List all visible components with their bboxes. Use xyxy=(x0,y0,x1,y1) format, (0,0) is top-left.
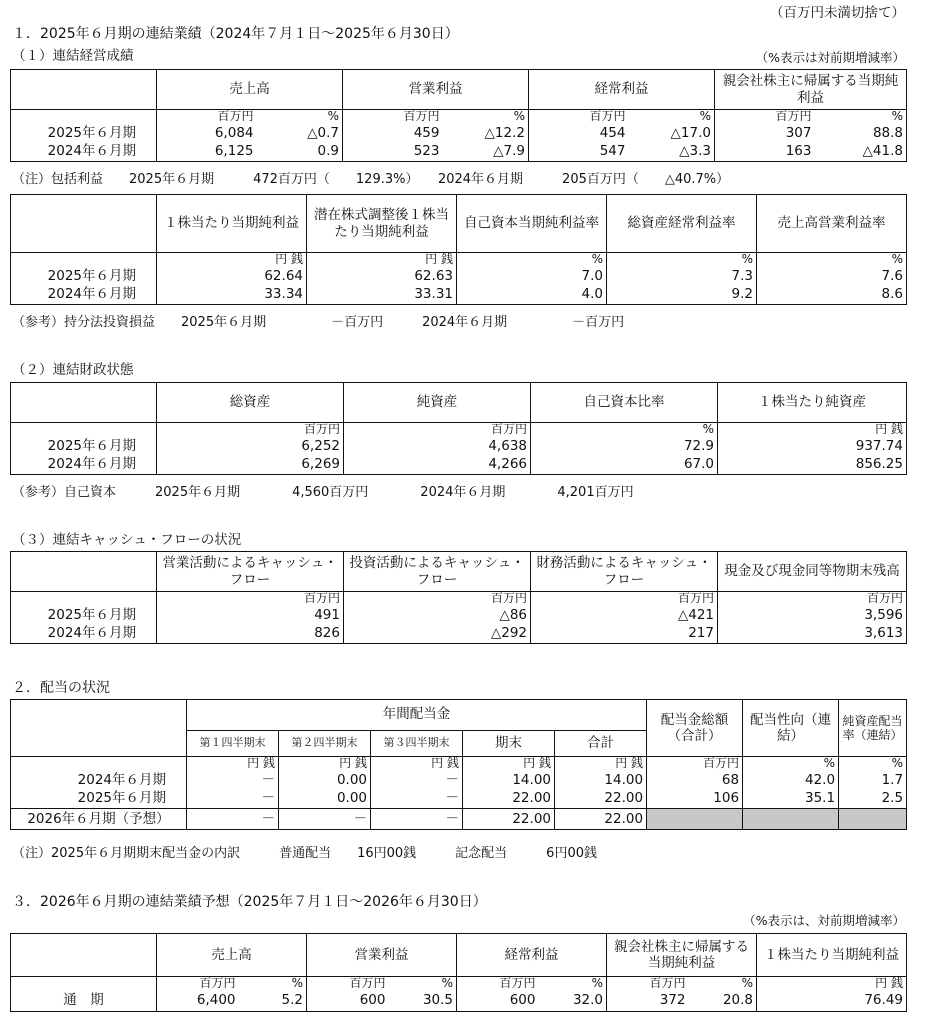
header-total-assets: 総資産 xyxy=(157,383,344,423)
value-cell: △7.9 xyxy=(443,143,529,162)
unit-cell: % xyxy=(743,757,839,771)
value-cell: 9.2 xyxy=(607,286,757,305)
unit-cell: % xyxy=(389,977,457,991)
header-sales: 売上高 xyxy=(157,934,307,977)
equity-method-note: （参考）持分法投資損益 2025年６月期 －百万円 2024年６月期 －百万円 xyxy=(12,315,625,330)
value-cell: 33.34 xyxy=(157,286,307,305)
unit-cell: 百万円 xyxy=(157,423,344,437)
value-cell: 4,266 xyxy=(344,456,531,475)
value-cell: 826 xyxy=(157,625,344,644)
value-cell: △41.8 xyxy=(815,143,907,162)
header-payout-ratio: 配当性向（連結） xyxy=(743,700,839,757)
sub1-title: （１）連結経営成績 xyxy=(12,48,134,64)
header-q3-end: 第３四半期末 xyxy=(371,731,463,757)
header-equity-ratio: 自己資本比率 xyxy=(531,383,718,423)
value-cell: 1.7 xyxy=(839,771,907,790)
header-ordinary-profit: 経常利益 xyxy=(529,70,715,110)
shaded-cell xyxy=(743,809,839,830)
header-net-assets: 純資産 xyxy=(344,383,531,423)
header-operating-margin: 売上高営業利益率 xyxy=(757,195,907,253)
dividend-breakdown-note: （注）2025年６月期期末配当金の内訳 普通配当 16円00銭 記念配当 6円00銭 xyxy=(12,846,597,861)
value-cell: 88.8 xyxy=(815,124,907,143)
header-investing-cf: 投資活動によるキャッシュ・フロー xyxy=(344,552,531,592)
value-cell: 20.8 xyxy=(689,991,757,1012)
value-cell: 4,638 xyxy=(344,437,531,456)
unit-cell: % xyxy=(815,110,907,124)
corner-cell xyxy=(11,383,157,423)
unit-cell: % xyxy=(257,110,343,124)
header-diluted-eps: 潜在株式調整後１株当たり当期純利益 xyxy=(307,195,457,253)
comprehensive-income-note: （注）包括利益 2025年６月期 472百万円（ 129.3%） 2024年６月期 205百万円（ △40.7%） xyxy=(12,172,730,187)
corner-cell xyxy=(11,195,157,253)
unit-cell: % xyxy=(607,253,757,267)
value-cell: － xyxy=(371,771,463,790)
value-cell: 459 xyxy=(413,124,440,141)
unit-cell: 円 銭 xyxy=(187,757,279,771)
row-label: 2024年６月期 xyxy=(11,625,157,644)
value-cell: 856.25 xyxy=(718,456,907,475)
corner-cell xyxy=(11,552,157,592)
unit-cell: 円 銭 xyxy=(279,757,371,771)
value-cell: 6,269 xyxy=(157,456,344,475)
value-cell: 7.0 xyxy=(457,267,607,286)
value-cell: － xyxy=(187,790,279,809)
value-cell: 62.64 xyxy=(157,267,307,286)
value-cell: 3,613 xyxy=(718,625,907,644)
equity-note: （参考）自己資本 2025年６月期 4,560百万円 2024年６月期 4,201百万円 xyxy=(12,485,634,500)
value-cell: 6,084 xyxy=(214,124,254,141)
unit-cell: 百万円 xyxy=(589,109,626,123)
value-cell: － xyxy=(371,809,463,830)
value-cell: 6,125 xyxy=(157,143,257,162)
unit-cell: 円 銭 xyxy=(718,423,907,437)
value-cell: 217 xyxy=(531,625,718,644)
sub3-title: （３）連結キャッシュ・フローの状況 xyxy=(12,532,242,548)
shaded-cell xyxy=(647,809,743,830)
header-cash-balance: 現金及び現金同等物期末残高 xyxy=(718,552,907,592)
unit-cell: 百万円 xyxy=(344,592,531,606)
value-cell: 22.00 xyxy=(555,790,647,809)
unit-cell: 百万円 xyxy=(647,757,743,771)
dividend-table xyxy=(10,699,907,830)
section3-title: ３．2026年６月期の連結業績予想（2025年７月１日～2026年６月30日） xyxy=(12,894,487,910)
value-cell: △292 xyxy=(344,625,531,644)
header-operating-profit: 営業利益 xyxy=(307,934,457,977)
unit-cell: 百万円 xyxy=(199,976,236,990)
row-label: 2025年６月期 xyxy=(11,124,157,143)
value-cell: 67.0 xyxy=(531,456,718,475)
unit-note: （百万円未満切捨て） xyxy=(770,5,905,21)
unit-cell: 百万円 xyxy=(157,110,257,124)
header-year-end: 期末 xyxy=(463,731,555,757)
header-financing-cf: 財務活動によるキャッシュ・フロー xyxy=(531,552,718,592)
header-total: 合計 xyxy=(555,731,647,757)
value-cell: 8.6 xyxy=(757,286,907,305)
unit-cell: % xyxy=(457,253,607,267)
value-cell: 0.00 xyxy=(279,790,371,809)
forecast-table xyxy=(10,933,907,1012)
value-cell: 2.5 xyxy=(839,790,907,809)
header-operating-profit: 営業利益 xyxy=(343,70,529,110)
sub1-change-note: （%表示は対前期増減率） xyxy=(755,50,905,65)
value-cell: － xyxy=(279,809,371,830)
header-eps: １株当たり当期純利益 xyxy=(157,195,307,253)
unit-cell: 百万円 xyxy=(157,592,344,606)
value-cell: △421 xyxy=(531,606,718,625)
corner-cell xyxy=(11,70,157,110)
header-bps: １株当たり純資産 xyxy=(718,383,907,423)
value-cell: 35.1 xyxy=(743,790,839,809)
unit-cell: 円 銭 xyxy=(555,757,647,771)
row-label: 通 期 xyxy=(11,991,157,1012)
value-cell: 7.6 xyxy=(757,267,907,286)
value-cell: △86 xyxy=(344,606,531,625)
unit-cell: % xyxy=(629,110,715,124)
value-cell: 0.00 xyxy=(279,771,371,790)
value-cell: － xyxy=(187,771,279,790)
header-dividend-on-equity: 純資産配当率（連結） xyxy=(839,700,907,757)
row-label: 2025年６月期 xyxy=(11,606,157,625)
unit-cell: 百万円 xyxy=(649,976,686,990)
header-roa: 総資産経常利益率 xyxy=(607,195,757,253)
unit-cell: 百万円 xyxy=(531,592,718,606)
corner-cell xyxy=(11,700,187,757)
unit-cell: % xyxy=(539,977,607,991)
row-label: 2025年６月期 xyxy=(11,267,157,286)
value-cell: △3.3 xyxy=(629,143,715,162)
row-label: 2024年６月期 xyxy=(11,143,157,162)
value-cell: 22.00 xyxy=(463,790,555,809)
value-cell: △0.7 xyxy=(257,124,343,143)
header-sales: 売上高 xyxy=(157,70,343,110)
value-cell: 547 xyxy=(529,143,629,162)
row-label: 2025年６月期 xyxy=(11,790,187,809)
unit-cell: 百万円 xyxy=(499,976,536,990)
value-cell: △12.2 xyxy=(443,124,529,143)
unit-cell: % xyxy=(757,253,907,267)
section2-title: ２．配当の状況 xyxy=(12,680,110,696)
value-cell: 42.0 xyxy=(743,771,839,790)
value-cell: 14.00 xyxy=(555,771,647,790)
unit-cell: % xyxy=(443,110,529,124)
unit-cell: 百万円 xyxy=(775,109,812,123)
header-net-income: 親会社株主に帰属する当期純利益 xyxy=(607,934,757,977)
value-cell: 3,596 xyxy=(718,606,907,625)
header-operating-cf: 営業活動によるキャッシュ・フロー xyxy=(157,552,344,592)
unit-cell: % xyxy=(839,757,907,771)
header-q2-end: 第２四半期末 xyxy=(279,731,371,757)
value-cell: 76.49 xyxy=(757,991,907,1012)
unit-cell: % xyxy=(531,423,718,437)
per-share-ratios-table xyxy=(10,194,907,305)
value-cell: 30.5 xyxy=(389,991,457,1012)
row-label: 2024年６月期 xyxy=(11,456,157,475)
value-cell: 6,400 xyxy=(157,991,239,1012)
unit-cell: 百万円 xyxy=(344,423,531,437)
unit-cell: 百万円 xyxy=(403,109,440,123)
value-cell: 106 xyxy=(647,790,743,809)
sub2-title: （２）連結財政状態 xyxy=(12,362,134,378)
unit-cell: 円 銭 xyxy=(307,253,457,267)
value-cell: 307 xyxy=(785,124,812,141)
cash-flow-table xyxy=(10,551,907,644)
value-cell: 5.2 xyxy=(239,991,307,1012)
value-cell: 22.00 xyxy=(463,809,555,830)
value-cell: 0.9 xyxy=(257,143,343,162)
value-cell: － xyxy=(187,809,279,830)
unit-cell: 円 銭 xyxy=(371,757,463,771)
row-label: 2025年６月期 xyxy=(11,437,157,456)
operating-results-table xyxy=(10,69,907,162)
value-cell: 937.74 xyxy=(718,437,907,456)
header-eps: １株当たり当期純利益 xyxy=(757,934,907,977)
value-cell: 32.0 xyxy=(539,991,607,1012)
value-cell: 33.31 xyxy=(307,286,457,305)
header-q1-end: 第１四半期末 xyxy=(187,731,279,757)
corner-cell xyxy=(11,934,157,977)
value-cell: 62.63 xyxy=(307,267,457,286)
value-cell: 523 xyxy=(343,143,443,162)
unit-cell: 百万円 xyxy=(718,592,907,606)
value-cell: 68 xyxy=(647,771,743,790)
unit-cell: 円 銭 xyxy=(157,253,307,267)
value-cell: 600 xyxy=(457,991,539,1012)
unit-cell: 百万円 xyxy=(349,976,386,990)
section1-title: １．2025年６月期の連結業績（2024年７月１日～2025年６月30日） xyxy=(12,26,459,42)
financial-position-table xyxy=(10,382,907,475)
header-total-dividends: 配当金総額（合計） xyxy=(647,700,743,757)
value-cell: 163 xyxy=(715,143,815,162)
header-annual-dividends: 年間配当金 xyxy=(187,700,647,731)
header-ordinary-profit: 経常利益 xyxy=(457,934,607,977)
header-roe: 自己資本当期純利益率 xyxy=(457,195,607,253)
row-label: 2024年６月期 xyxy=(11,771,187,790)
value-cell: 4.0 xyxy=(457,286,607,305)
value-cell: 22.00 xyxy=(555,809,647,830)
unit-cell: % xyxy=(239,977,307,991)
value-cell: 454 xyxy=(599,124,626,141)
shaded-cell xyxy=(839,809,907,830)
value-cell: － xyxy=(371,790,463,809)
unit-cell: 円 銭 xyxy=(757,977,907,991)
forecast-row-label: 2026年６月期（予想） xyxy=(11,809,187,830)
forecast-change-note: （%表示は、対前期増減率） xyxy=(743,913,905,928)
unit-cell: % xyxy=(689,977,757,991)
value-cell: 491 xyxy=(157,606,344,625)
value-cell: 14.00 xyxy=(463,771,555,790)
value-cell: 600 xyxy=(307,991,389,1012)
header-net-income: 親会社株主に帰属する当期純利益 xyxy=(715,70,907,110)
unit-cell: 円 銭 xyxy=(463,757,555,771)
row-label: 2024年６月期 xyxy=(11,286,157,305)
value-cell: 72.9 xyxy=(531,437,718,456)
value-cell: 372 xyxy=(607,991,689,1012)
value-cell: 6,252 xyxy=(157,437,344,456)
value-cell: 7.3 xyxy=(607,267,757,286)
value-cell: △17.0 xyxy=(629,124,715,143)
